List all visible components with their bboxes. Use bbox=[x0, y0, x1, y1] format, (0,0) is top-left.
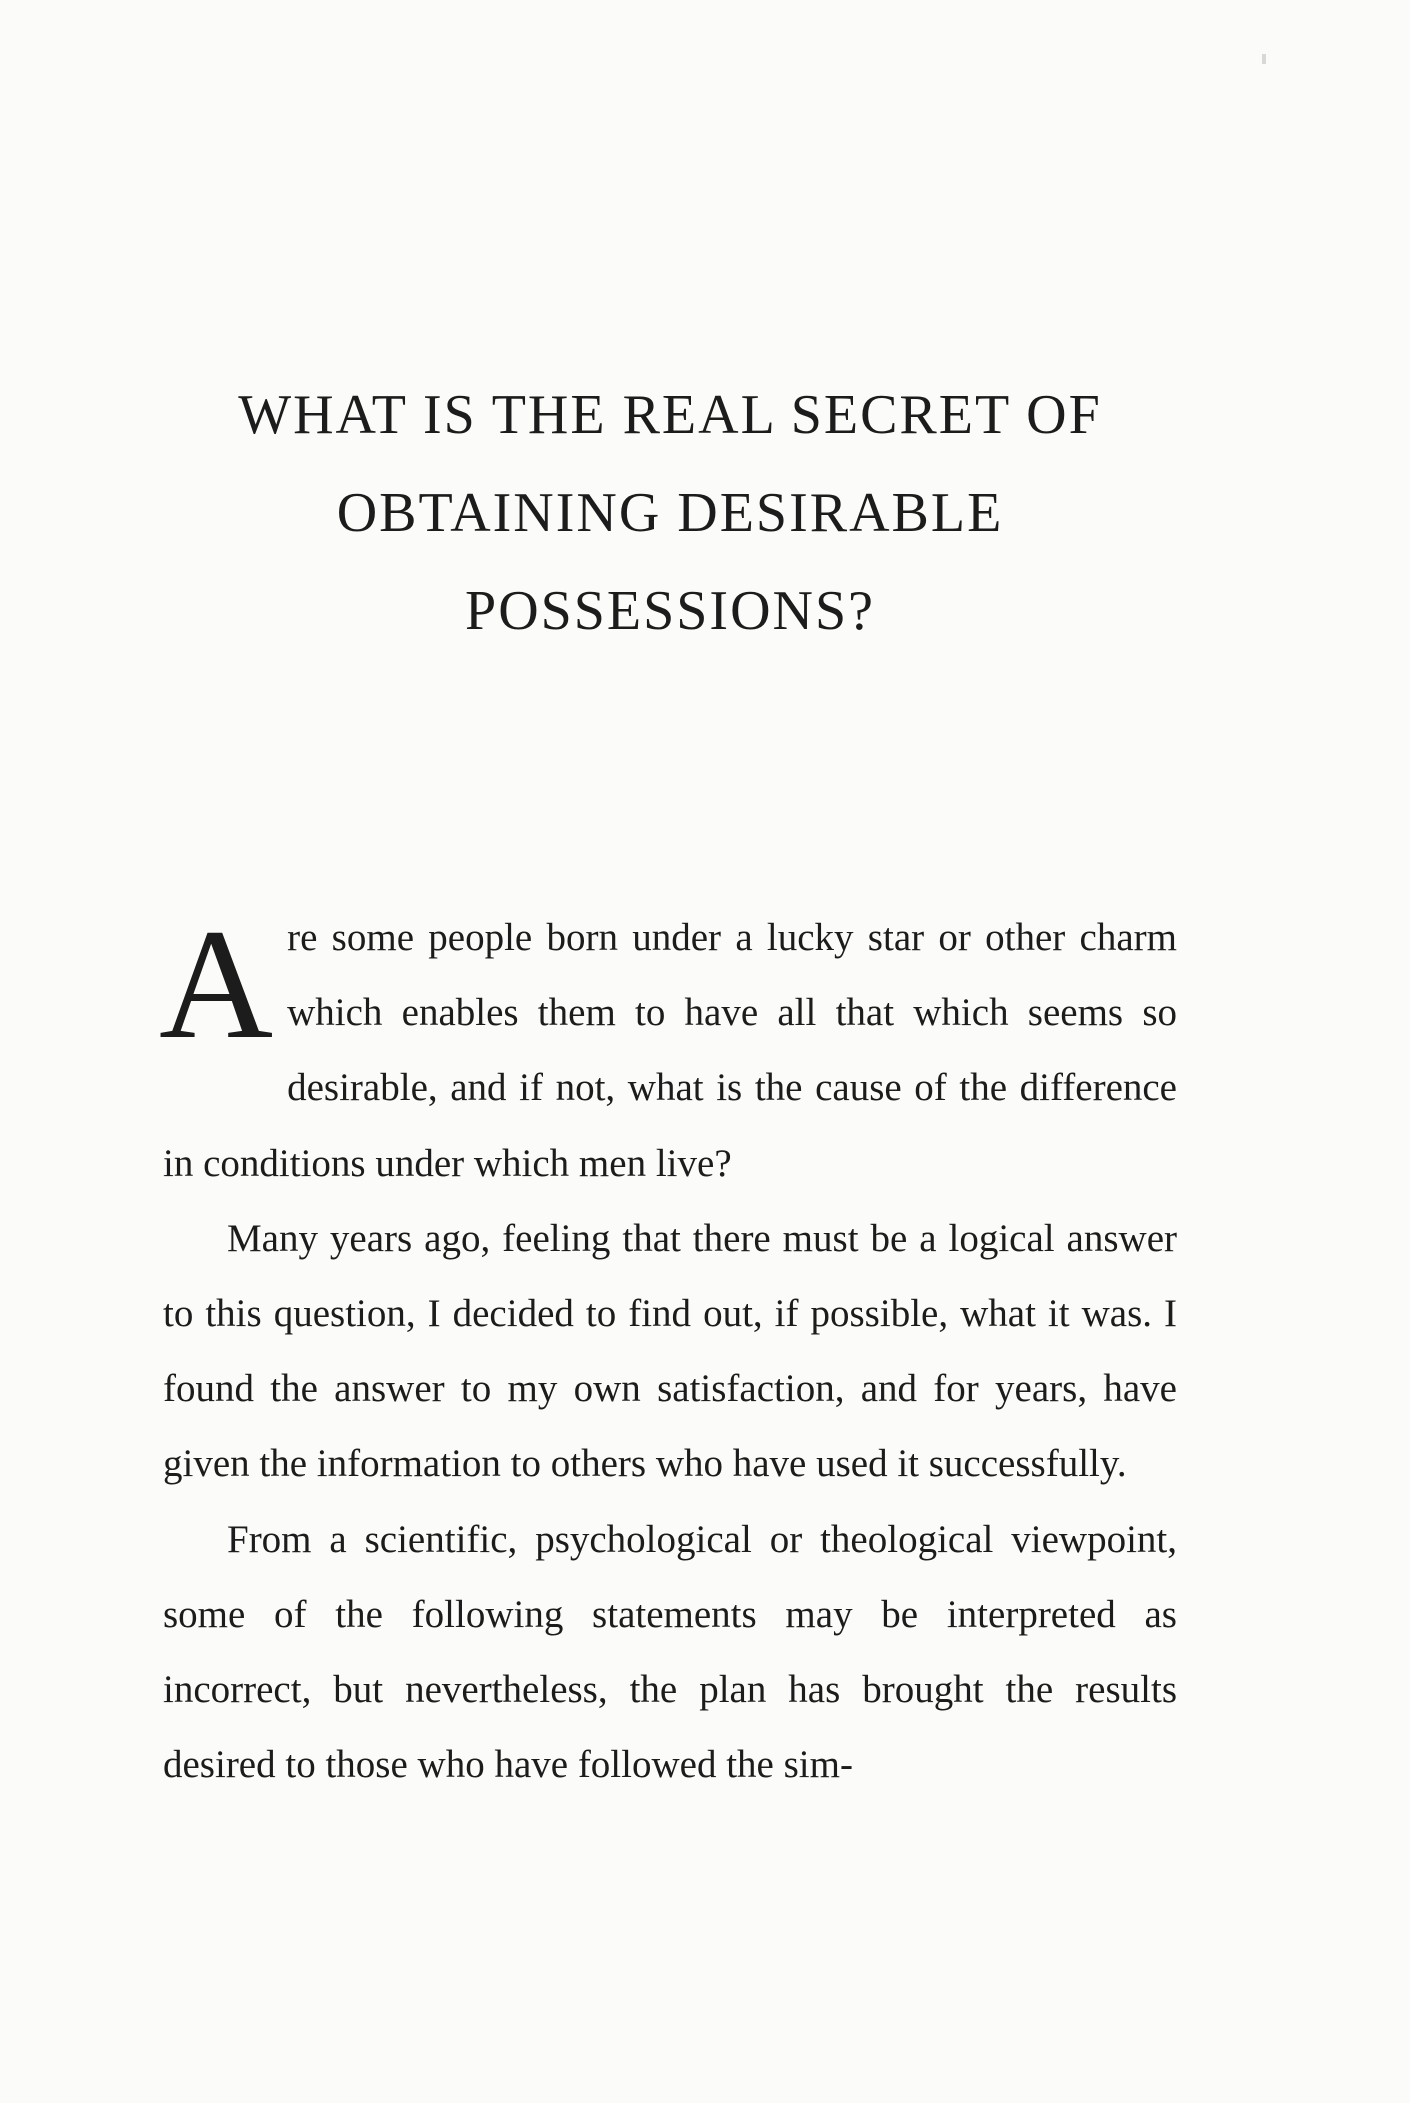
paragraph-1-text: re some people born under a lucky star or other charm which enables them to have all that which seems so desirable, and if not, what is the cause of the difference in conditions under which men live? bbox=[163, 916, 1177, 1185]
drop-cap: A bbox=[159, 897, 274, 1072]
chapter-title-line-2: OBTAINING DESIRABLE bbox=[336, 482, 1004, 544]
chapter-title-line-3: POSSESSIONS? bbox=[465, 580, 875, 642]
paragraph-2: Many years ago, feeling that there must be a logical answer to this question, I decided to find out, if possible, what it was. I found the answer to my own satisfaction, and for years, have given the information to others who have used it successfully. bbox=[163, 1216, 1177, 1486]
paragraph-3: From a scientific, psychological or theological viewpoint, some of the following statements may be interpreted as incorrect, but nevertheless, the plan has brought the results desired to those who have followed the sim- bbox=[163, 1517, 1177, 1787]
scan-speck bbox=[1262, 54, 1266, 64]
paragraph-1 bbox=[159, 897, 1177, 1201]
chapter-title-line-1: WHAT IS THE REAL SECRET OF bbox=[238, 384, 1102, 446]
chapter-title bbox=[163, 366, 1177, 660]
chapter-body bbox=[159, 897, 1177, 1802]
